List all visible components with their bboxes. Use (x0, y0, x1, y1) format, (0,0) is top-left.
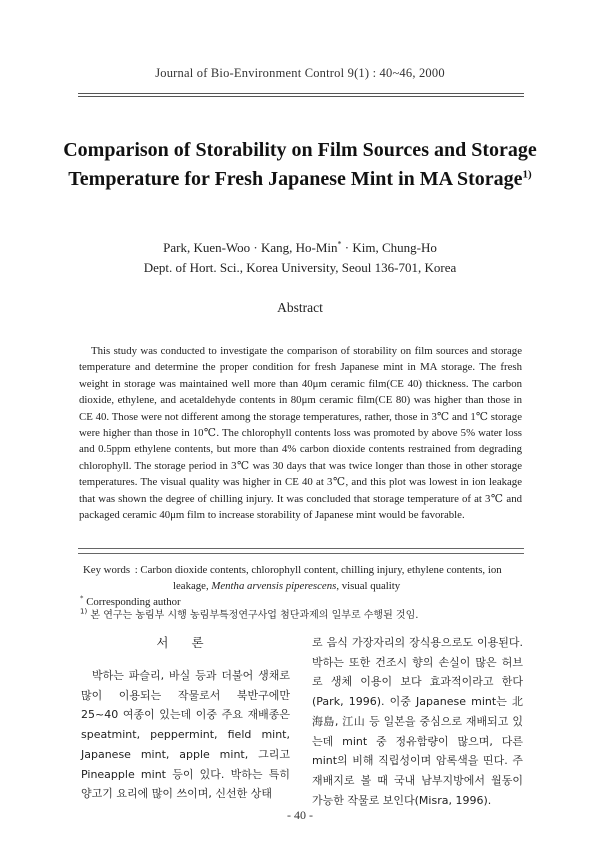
keywords-line-2 (83, 578, 523, 594)
intro-heading: 서 론 (156, 636, 214, 650)
header-rule (78, 93, 524, 97)
affiliation: Dept. of Hort. Sci., Korea University, Seoul 136-701, Korea (143, 260, 457, 275)
footnote-corresponding (80, 595, 520, 609)
keywords-species: Mentha arvensis piperescens (211, 580, 337, 592)
footnote-funding-text: 본 연구는 농림부 시행 농림부특정연구사업 첨단과제의 일부로 수행된 것임. (87, 610, 419, 621)
keywords-line1-text: Carbon dioxide contents, chlorophyll content, chilling injury, ethylene contents, ion (140, 564, 502, 576)
intro-left-column: 박하는 파슬리, 바실 등과 더불어 생채로 많이 이용되는 작물로서 북반구에만 25~40 여종이 있는데 이중 주요 재배종은 speatmint, peppermint, field mint, Japanese mint, apple mint, 그리고 Pineapple mint 등이 있다. 박하는 특히 양고기 요리에 많이 쓰이며, 신선한 상태 (81, 669, 290, 801)
footnote-corresponding-text: Corresponding author (83, 596, 181, 608)
keywords-line-1 (83, 562, 523, 578)
authors-part2: · Kim, Chung-Ho (341, 240, 437, 255)
title-footnote-mark: 1) (522, 168, 532, 181)
keywords-separator: : (132, 564, 141, 576)
journal-header: Journal of Bio-Environment Control 9(1) : 40~46, 2000 (155, 66, 445, 80)
footnote-funding (80, 609, 520, 623)
keywords-line2-suffix: , visual quality (336, 580, 401, 592)
authors-part1: Park, Kuen-Woo · Kang, Ho-Min (163, 240, 338, 255)
footnote-corresponding-mark: * (80, 594, 84, 603)
keywords-line2-prefix: leakage, (173, 580, 212, 592)
abstract-rule-top (78, 548, 524, 549)
paper-title (60, 136, 540, 194)
keywords-block (83, 562, 523, 594)
abstract-rule-bottom (78, 553, 524, 554)
keywords-label: Key words (83, 564, 131, 576)
abstract-heading: Abstract (277, 300, 323, 315)
abstract-body: This study was conducted to investigate the comparison of storability on film sources and storage temperature and determine the proper condition for fresh Japanese mint in MA storage. The fresh weight in storage was maintained well more than 40μm ceramic film(CE 40) thickness. The carbon dioxide, ethylene, and acetaldehyde contents in 80μm ceramic film(CE 80) was higher than those in CE 40. Those were not different among the storage temperatures, rather, those in 3℃ and 1℃ storage were higher than those in 10℃. The chlorophyll contents loss was promoted by above 5% water loss and 0.5ppm ethylene contents, but more than 4% carbon dioxide contents restrained from degrading chlorophyll. The storage period in 3℃ was 30 days that was twice longer than those in other storage temperatures. The visual quality was higher in CE 40 at 3℃, and this plot was lowest in ion leakage that was shown the degree of chilling injury. It was concluded that storage temperature of at 3℃ and packaged ceramic 40μm film to increase storability of Japanese mint would be favorable. (79, 345, 522, 522)
authors (0, 240, 600, 256)
footnote-funding-mark: 1) (80, 607, 88, 616)
corresponding-mark: * (337, 239, 342, 249)
paper-title-text: Comparison of Storability on Film Sources and Storage Temperature for Fresh Japanese Mint in MA Storage (63, 139, 537, 190)
page-number: - 40 - (287, 808, 313, 822)
intro-right-column: 로 음식 가장자리의 장식용으로도 이용된다. 박하는 또한 건조시 향의 손실이 많은 허브로 생체 이용이 보다 효과적이라고 한다(Park, 1996). 이중 Japanese mint는 北海島, 江山 등 일본을 중심으로 재배되고 있는데 mint 중 정유함량이 많으며, 다른 mint의 비해 직립성이며 암록색을 띤다. 주 재배지로 볼 때 국내 남부지방에서 월동이 가능한 작물로 보인다(Misra, 1996). (312, 636, 523, 807)
